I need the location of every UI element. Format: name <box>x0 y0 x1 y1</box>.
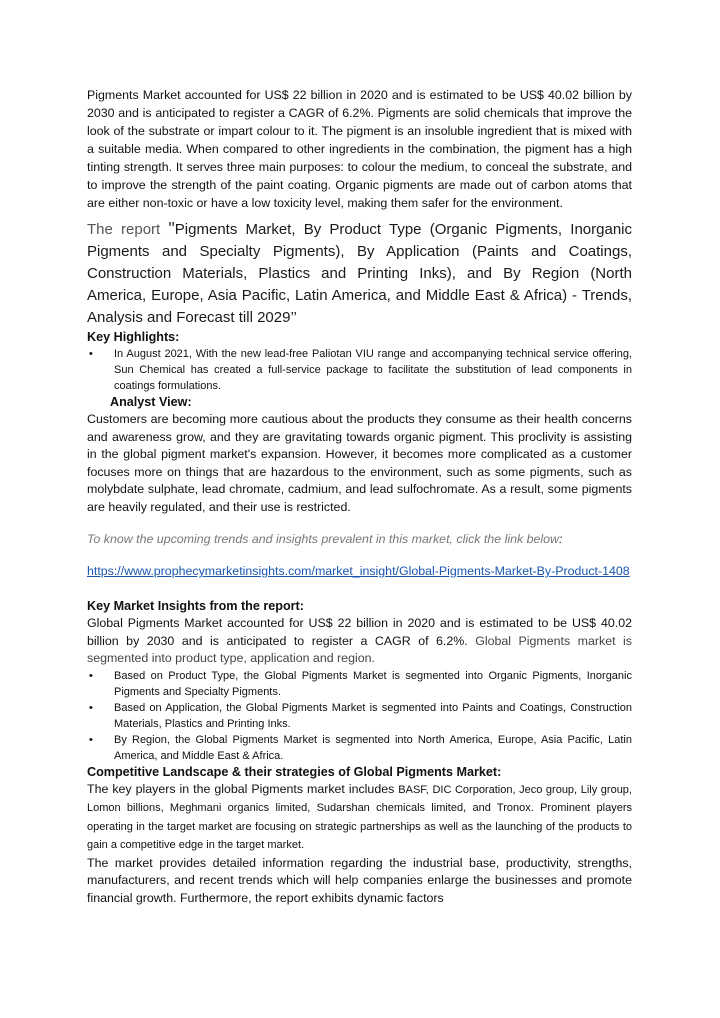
report-link[interactable]: https://www.prophecymarketinsights.com/market_insight/Global-Pigments-Market-By-Product-1408 <box>87 564 630 578</box>
insights-heading: Key Market Insights from the report: <box>87 599 304 613</box>
insights-paragraph <box>87 615 632 668</box>
closing-paragraph: The market provides detailed information regarding the industrial base, productivity, strengths, manufacturers, and recent trends which will help companies enlarge the businesses and promote financial growth. Furthermore, the report exhibits dynamic factors <box>87 855 632 905</box>
insights-text-2: Global Pigments market is segmented into product type, application and region. <box>87 633 632 665</box>
list-item: • In August 2021, With the new lead-free Paliotan VIU range and accompanying technical service offering, Sun Chemical has created a full-service package to facilitate the substitution of lead components in coatings formulations. <box>87 346 632 394</box>
competitive-text-1: The key players in the global Pigments market includes <box>87 781 399 796</box>
report-open-quote: " <box>168 219 175 239</box>
list-item: • Based on Application, the Global Pigments Market is segmented into Paints and Coatings, Construction Materials, Plastics and Printing Inks. <box>87 700 632 732</box>
report-lead: The report <box>87 221 161 238</box>
cta-label: To know the upcoming trends and insights prevalent in this market, click the link below <box>87 532 560 546</box>
analyst-view-heading: Analyst View: <box>110 395 192 409</box>
report-title: Pigments Market, By Product Type (Organic Pigments, Inorganic Pigments and Specialty Pigments), By Application (Paints and Coatings, Construction Materials, Plastics and Printing Inks), and By Region (North America, Europe, Asia Pacific, Latin America, and Middle East & Africa) - Trends, Analysis and Forecast till 2029’’ <box>87 221 632 326</box>
analyst-view-paragraph: Customers are becoming more cautious about the products they consume as their health concerns and awareness grow, and they are gravitating towards organic pigment. This proclivity is assisting in the global pigment market's expansion. However, it becomes more complicated as a customer focuses more on things that are hazardous to the environment, such as some pigments, such as molybdate sulphate, lead chromate, cadmium, and lead sulfochromate. As a result, some pigments are heavily regulated, and their use is restricted. <box>87 412 632 514</box>
key-highlights-heading: Key Highlights: <box>87 330 180 344</box>
cta-text <box>87 530 632 548</box>
report-title-paragraph <box>87 218 632 329</box>
competitive-text-2: BASF, DIC Corporation, Jeco group, Lily group, Lomon billions, Meghmani organics limited, Sudarshan chemicals limited, and Tronox. Prominent players operating in the target market are focusing on strategic partnerships as well as the launching of the products to gain a competitive edge in the target market. <box>87 783 632 851</box>
competitive-paragraph <box>87 781 632 855</box>
key-highlights-list <box>87 346 632 394</box>
list-item: • By Region, the Global Pigments Market is segmented into North America, Europe, Asia Pacific, Latin America, and Middle East & Africa. <box>87 732 632 764</box>
competitive-heading: Competitive Landscape & their strategies of Global Pigments Market: <box>87 764 502 779</box>
list-item: • Based on Product Type, the Global Pigments Market is segmented into Organic Pigments, Inorganic Pigments and Specialty Pigments. <box>87 668 632 700</box>
cta-colon: : <box>559 532 563 546</box>
insights-text-1: Global Pigments Market accounted for US$ 22 billion in 2020 and is estimated to be US$ 40.02 billion by 2030 and is anticipated to register a CAGR of 6.2%. <box>87 616 632 648</box>
insights-list <box>87 668 632 764</box>
intro-paragraph: Pigments Market accounted for US$ 22 billion in 2020 and is estimated to be US$ 40.02 billion by 2030 and is anticipated to register a CAGR of 6.2%. Pigments are solid chemicals that improve the look of the substrate or impart colour to it. The pigment is an insoluble ingredient that is mixed with a suitable media. When compared to other ingredients in the combination, the pigment has a high tinting strength. It serves three main purposes: to colour the medium, to conceal the substrate, and to improve the strength of the paint coating. Organic pigments are made out of carbon atoms that are either non-toxic or have a low toxicity level, making them safer for the environment. <box>87 88 632 210</box>
